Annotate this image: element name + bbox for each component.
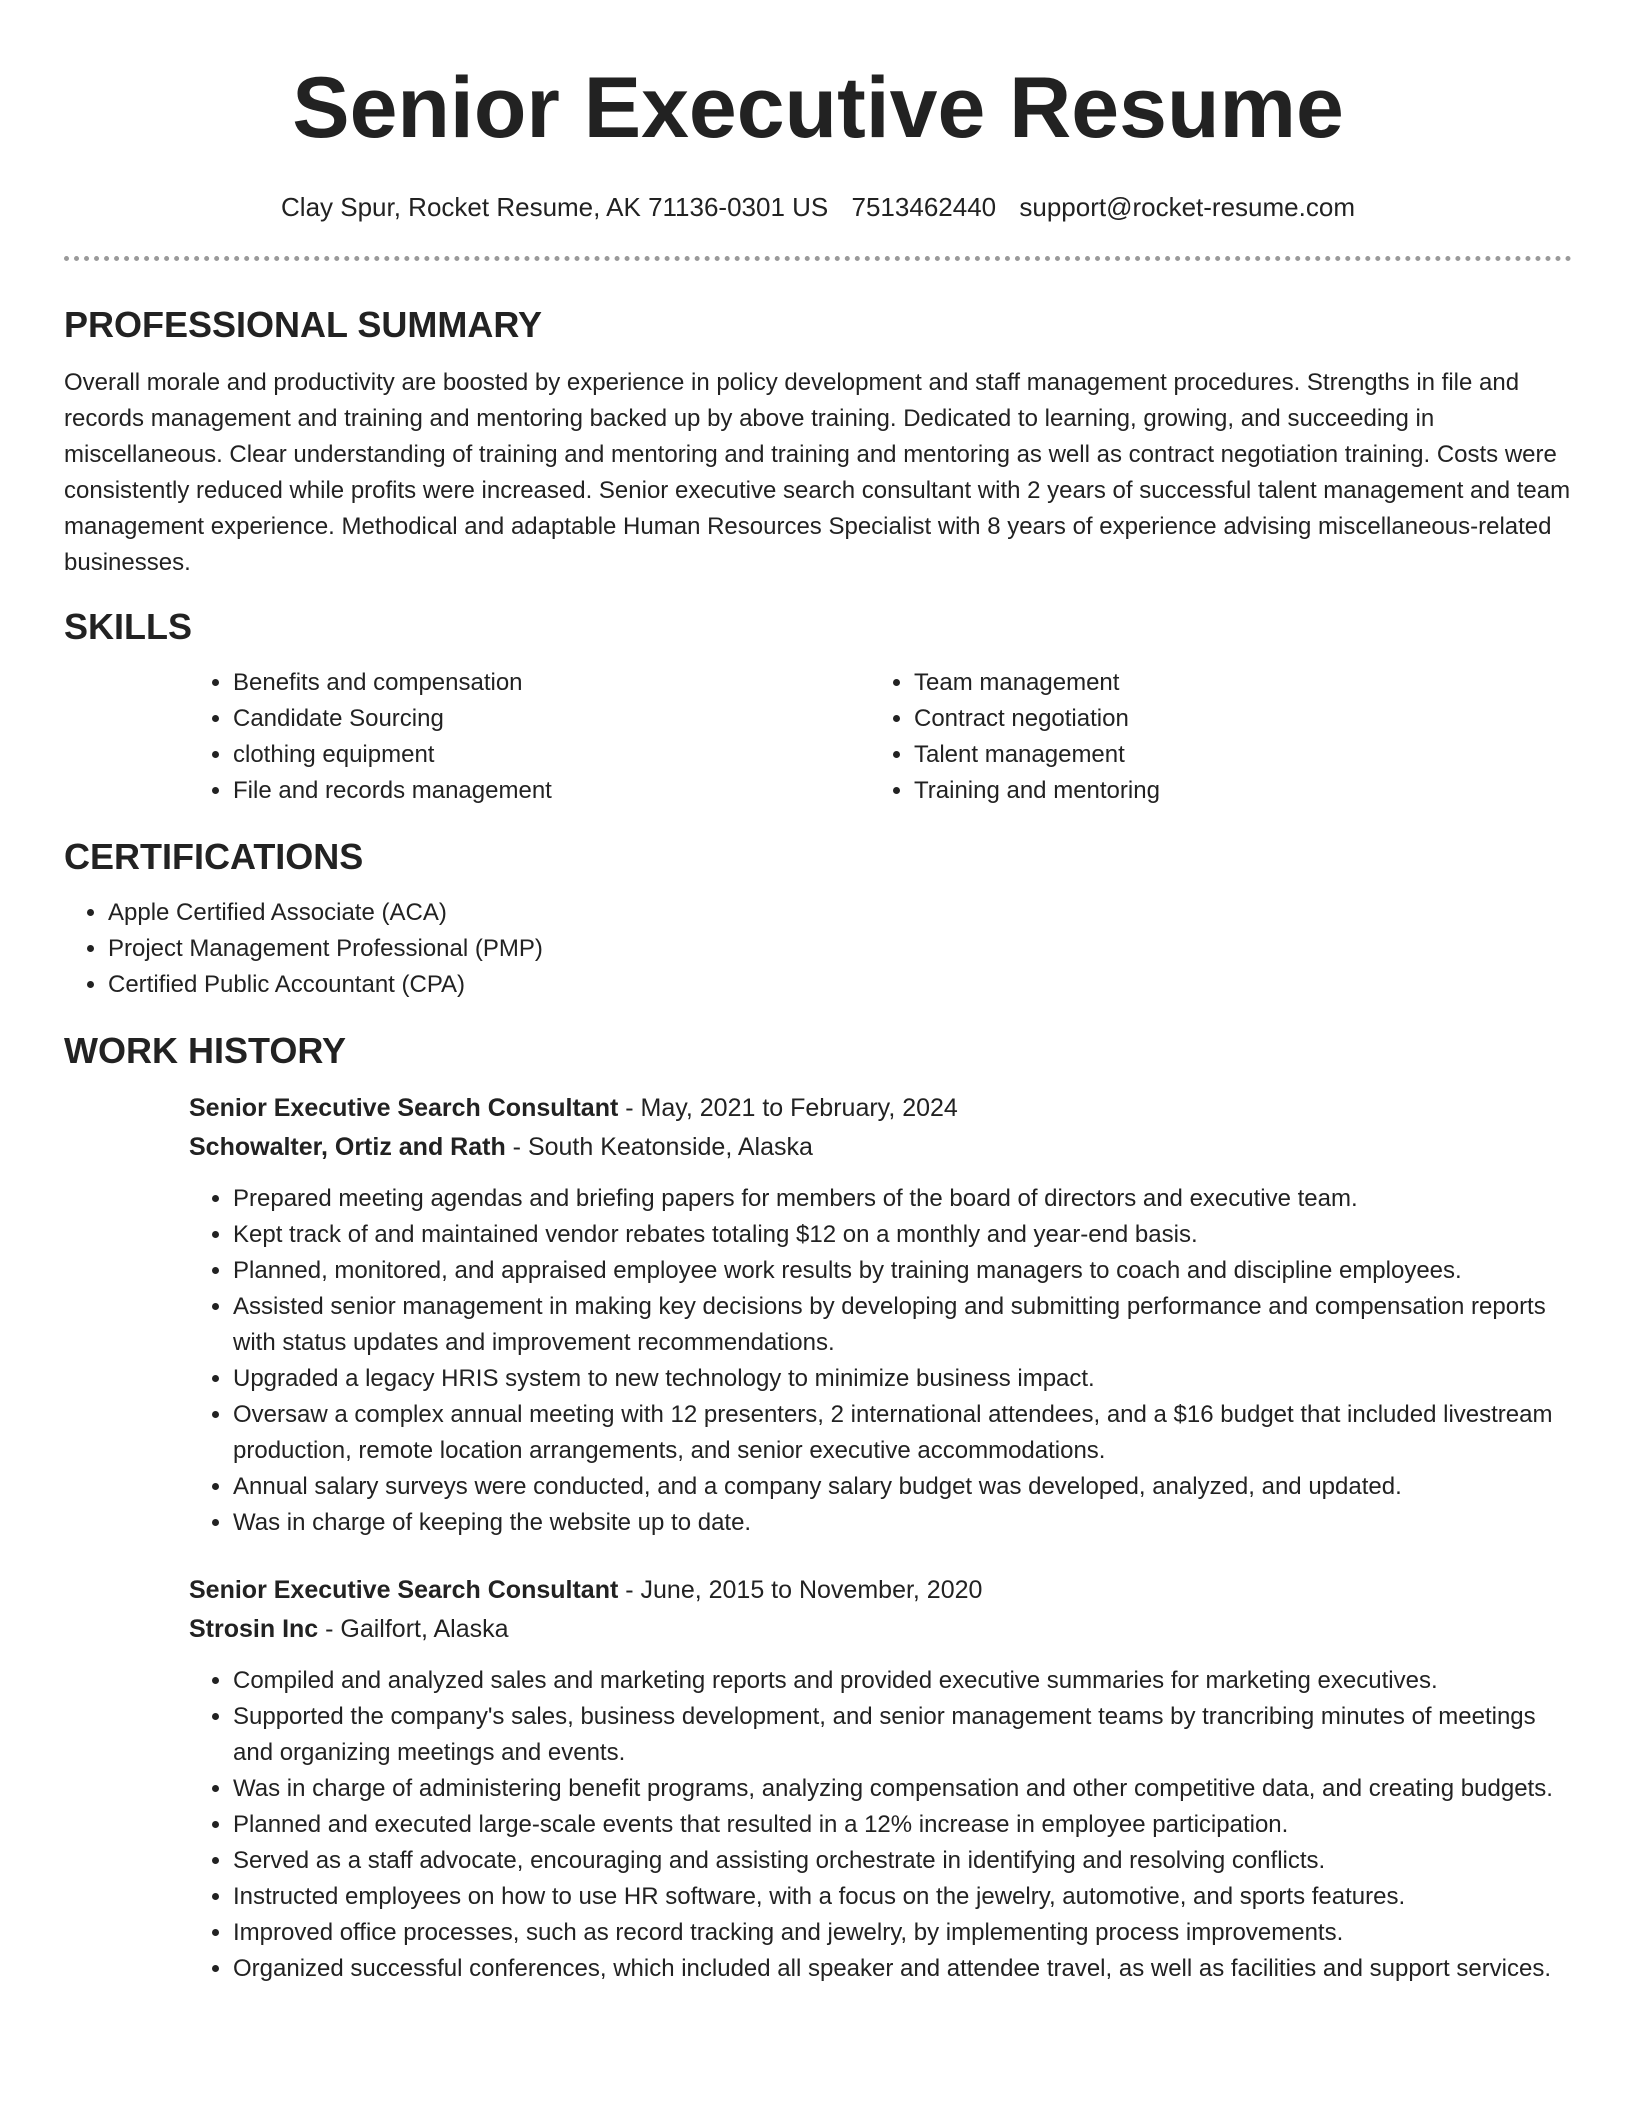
section-title-summary: PROFESSIONAL SUMMARY <box>64 304 543 345</box>
job-dates: - June, 2015 to November, 2020 <box>618 1576 983 1604</box>
job-bullet: • Prepared meeting agendas and briefing papers for members of the board of directors and executive team. <box>233 1181 1572 1217</box>
skill-item: • Benefits and compensation <box>233 665 870 701</box>
job-title-line <box>189 1571 1572 1610</box>
job-entry <box>189 1571 1572 1987</box>
certification-item: • Apple Certified Associate (ACA) <box>108 895 1572 931</box>
job-bullet: • Kept track of and maintained vendor rebates totaling $12 on a monthly and year-end basis. <box>233 1217 1572 1253</box>
job-bullet: • Supported the company's sales, business development, and senior management teams by trancribing minutes of meetings and organizing meetings and events. <box>233 1699 1572 1771</box>
job-bullet: • Was in charge of administering benefit programs, analyzing compensation and other competitive data, and creating budgets. <box>233 1771 1572 1807</box>
job-bullet: • Planned, monitored, and appraised employee work results by training managers to coach and discipline employees. <box>233 1253 1572 1289</box>
skills-list <box>189 665 1572 809</box>
job-company-line <box>189 1610 1572 1649</box>
job-location: - South Keatonside, Alaska <box>505 1133 813 1161</box>
job-role: Senior Executive Search Consultant <box>189 1576 619 1604</box>
section-title-certifications: CERTIFICATIONS <box>64 836 364 877</box>
skill-item: • clothing equipment <box>233 737 870 773</box>
skill-item: • Talent management <box>914 737 1160 773</box>
skills-column-right <box>870 665 1160 809</box>
job-dates: - May, 2021 to February, 2024 <box>618 1094 958 1122</box>
job-bullet: • Compiled and analyzed sales and marketing reports and provided executive summaries for marketing executives. <box>233 1663 1572 1699</box>
contact-address: Clay Spur, Rocket Resume, AK 71136-0301 US <box>281 192 829 222</box>
certifications-list <box>64 895 1572 1003</box>
skills-column-left <box>189 665 870 809</box>
contact-phone: 7513462440 <box>851 192 997 222</box>
job-bullet: • Planned and executed large-scale events that resulted in a 12% increase in employee participation. <box>233 1807 1572 1843</box>
job-bullets <box>189 1663 1572 1987</box>
job-bullets <box>189 1181 1572 1541</box>
resume-title: Senior Executive Resume <box>292 60 1344 156</box>
section-title-skills: SKILLS <box>64 606 193 647</box>
header-divider <box>64 256 1572 261</box>
job-bullet: • Oversaw a complex annual meeting with 12 presenters, 2 international attendees, and a $16 budget that included livestream production, remote location arrangements, and senior executive accommodations. <box>233 1397 1572 1469</box>
contact-email: support@rocket-resume.com <box>1019 192 1355 222</box>
job-company-line <box>189 1128 1572 1167</box>
job-entry <box>189 1089 1572 1541</box>
resume-page <box>64 0 1572 1987</box>
certification-item: • Certified Public Accountant (CPA) <box>108 967 1572 1003</box>
job-bullet: • Assisted senior management in making key decisions by developing and submitting performance and compensation reports with status updates and improvement recommendations. <box>233 1289 1572 1361</box>
job-bullet: • Instructed employees on how to use HR software, with a focus on the jewelry, automotive, and sports features. <box>233 1879 1572 1915</box>
skill-item: • Contract negotiation <box>914 701 1160 737</box>
job-bullet: • Organized successful conferences, which included all speaker and attendee travel, as well as facilities and support services. <box>233 1951 1572 1987</box>
job-bullet: • Annual salary surveys were conducted, and a company salary budget was developed, analyzed, and updated. <box>233 1469 1572 1505</box>
job-bullet: • Upgraded a legacy HRIS system to new technology to minimize business impact. <box>233 1361 1572 1397</box>
certification-item: • Project Management Professional (PMP) <box>108 931 1572 967</box>
job-location: - Gailfort, Alaska <box>318 1615 509 1643</box>
job-bullet: • Improved office processes, such as record tracking and jewelry, by implementing process improvements. <box>233 1915 1572 1951</box>
section-title-work-history: WORK HISTORY <box>64 1030 347 1071</box>
skill-item: • Team management <box>914 665 1160 701</box>
job-company: Schowalter, Ortiz and Rath <box>189 1133 506 1161</box>
job-title-line <box>189 1089 1572 1128</box>
job-role: Senior Executive Search Consultant <box>189 1094 619 1122</box>
contact-line <box>64 190 1572 224</box>
job-bullet: • Was in charge of keeping the website up to date. <box>233 1505 1572 1541</box>
skill-item: • File and records management <box>233 773 870 809</box>
job-company: Strosin Inc <box>189 1615 319 1643</box>
skill-item: • Candidate Sourcing <box>233 701 870 737</box>
summary-text: Overall morale and productivity are boosted by experience in policy development and staff management procedures. Strengths in file and records management and training and mentoring backed up by above training. Dedicated to learning, growing, and succeeding in miscellaneous. Clear understanding of training and mentoring and training and mentoring as well as contract negotiation training. Costs were consistently reduced while profits were increased. Senior executive search consultant with 2 years of successful talent management and team management experience. Methodical and adaptable Human Resources Specialist with 8 years of experience advising miscellaneous-related businesses. <box>64 369 1571 576</box>
job-bullet: • Served as a staff advocate, encouraging and assisting orchestrate in identifying and resolving conflicts. <box>233 1843 1572 1879</box>
skill-item: • Training and mentoring <box>914 773 1160 809</box>
